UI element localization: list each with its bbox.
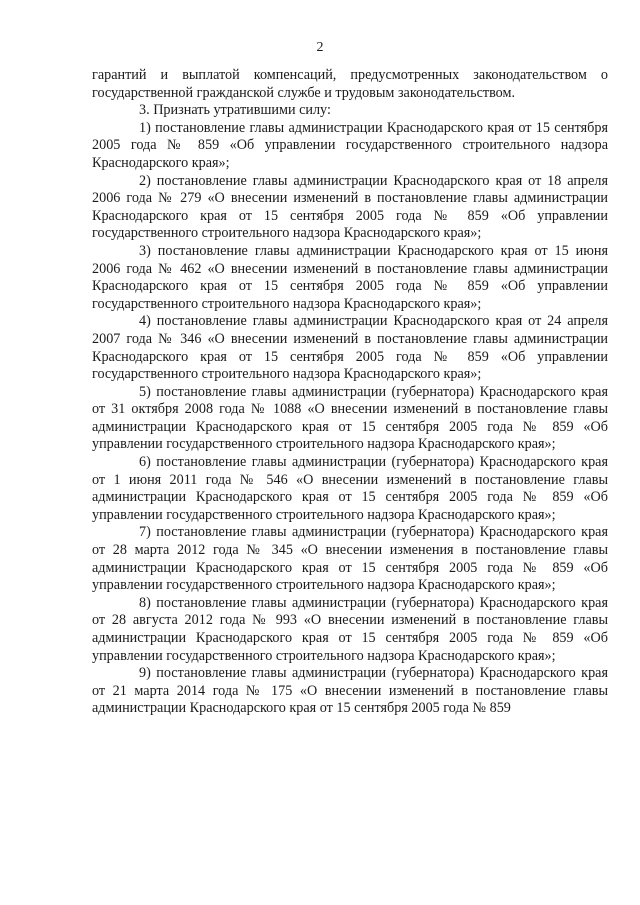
paragraph-continuation: гарантий и выплатой компенсаций, предусмотренных законодательством о государственной гражданской службе и трудовым законодательством. <box>92 67 608 101</box>
list-item-1: 1) постановление главы администрации Краснодарского края от 15 сентября 2005 года № 859 «Об управлении государственного строительного надзора Краснодарского края»; <box>92 119 608 171</box>
list-item-9: 9) постановление главы администрации (губернатора) Краснодарского края от 21 марта 2014 года № 175 «О внесении изменений в постановление главы администрации Краснодарского края от 15 сентября 2005 года № 859 <box>92 665 608 717</box>
page-number: 2 <box>316 40 324 55</box>
paragraph-section-3: 3. Признать утратившими силу: <box>139 102 331 119</box>
list-item-8: 8) постановление главы администрации (губернатора) Краснодарского края от 28 августа 2012 года № 993 «О внесении изменений в постановление главы администрации Краснодарского края от 15 сентября 2005 года № 859 «Об управлении государственного строительного надзора Краснодарского края»; <box>92 594 608 664</box>
document-body <box>92 67 608 718</box>
list-item-3: 3) постановление главы администрации Краснодарского края от 15 июня 2006 года № 462 «О внесении изменений в постановление главы администрации Краснодарского края от 15 сентября 2005 года № 859 «Об управлении государственного строительного надзора Краснодарского края»; <box>92 242 608 312</box>
list-item-4: 4) постановление главы администрации Краснодарского края от 24 апреля 2007 года № 346 «О внесении изменений в постановление главы администрации Краснодарского края от 15 сентября 2005 года № 859 «Об управлении государственного строительного надзора Краснодарского края»; <box>92 313 608 383</box>
list-item-5: 5) постановление главы администрации (губернатора) Краснодарского края от 31 октября 2008 года № 1088 «О внесении изменений в постановление главы администрации Краснодарского края от 15 сентября 2005 года № 859 «Об управлении государственного строительного надзора Краснодарского края»; <box>92 383 608 453</box>
list-item-7: 7) постановление главы администрации (губернатора) Краснодарского края от 28 марта 2012 года № 345 «О внесении изменения в постановление главы администрации Краснодарского края от 15 сентября 2005 года № 859 «Об управлении государственного строительного надзора Краснодарского края»; <box>92 524 608 594</box>
list-item-2: 2) постановление главы администрации Краснодарского края от 18 апреля 2006 года № 279 «О внесении изменений в постановление главы администрации Краснодарского края от 15 сентября 2005 года № 859 «Об управлении государственного строительного надзора Краснодарского края»; <box>92 172 608 242</box>
list-item-6: 6) постановление главы администрации (губернатора) Краснодарского края от 1 июня 2011 года № 546 «О внесении изменений в постановление главы администрации Краснодарского края от 15 сентября 2005 года № 859 «Об управлении государственного строительного надзора Краснодарского края»; <box>92 454 608 523</box>
